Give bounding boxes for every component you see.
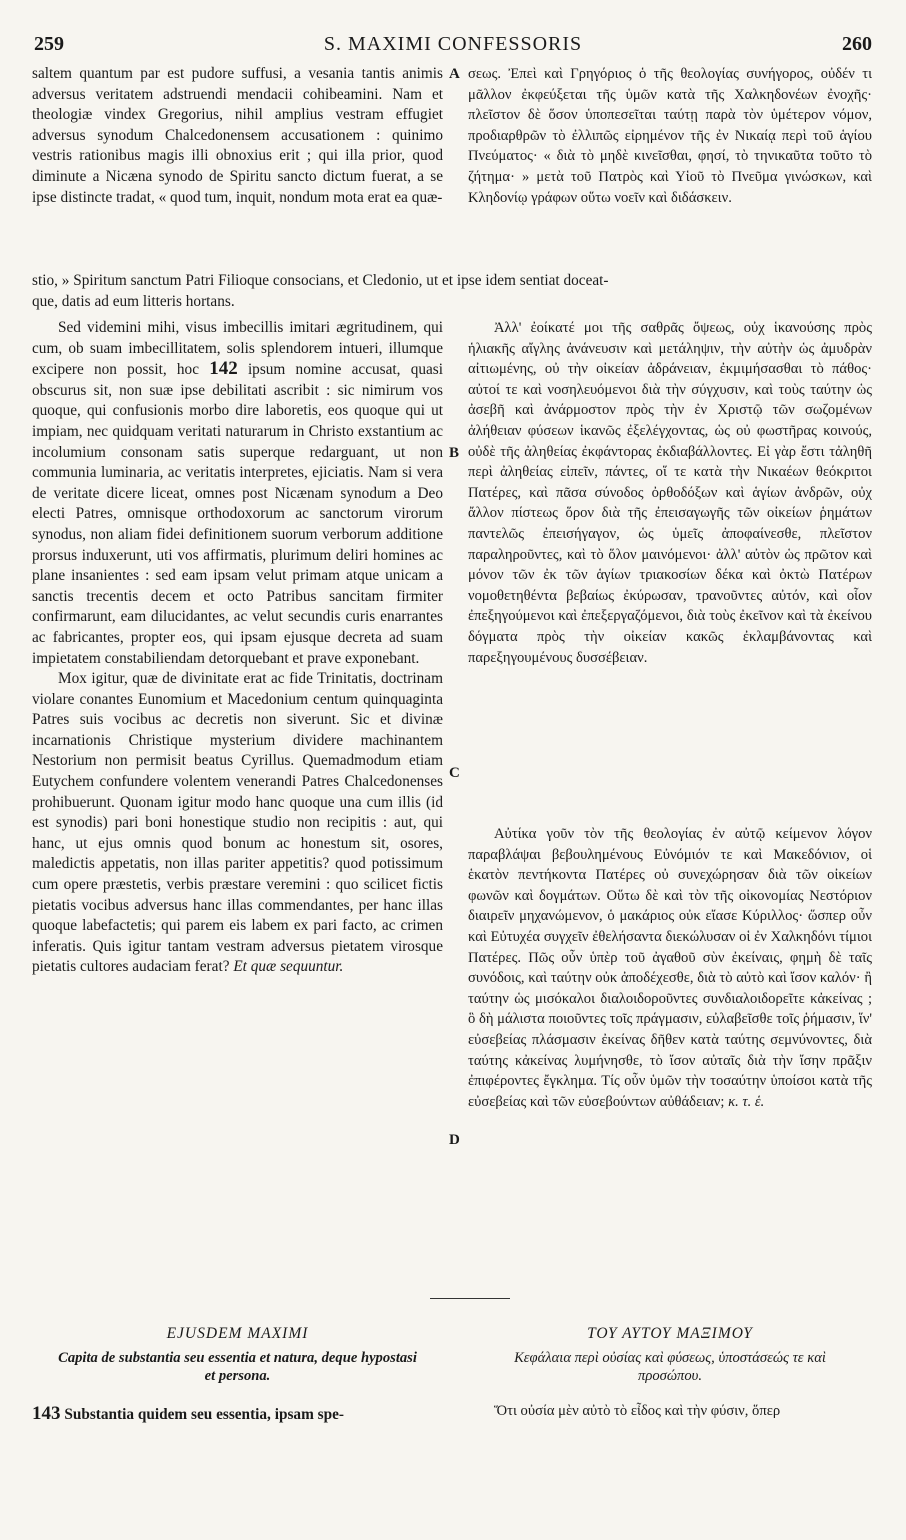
greek-section-subtitle: Κεφάλαια περὶ οὐσίας καὶ φύσεως, ὑποστάσεώς τε καὶ προσώπου. — [514, 1350, 826, 1384]
latin-paragraph-2-b: ipsum nomine accusat, quasi obscurus sit, non suæ ipse debilitati ascribit : sic nimirum vos quoque, qui confusionis morbo dire laboretis, eos quoque qui ut impiam, nec quidquam veritati naturarum in Christo exstantium ac incolumium consonam satis superque redarguant, ut non communia luminaria, ac veritatis interpretes, ejiciatis. Nam si vera de veritate dicere liceat, omnes post Nicænam synodum a Deo electi Patres, omnisque orthodoxorum ac sanctorum virorum synodus, non aliam fidei definitionem suorum verborum additione prorsus induxerunt, uti vos affirmatis, plurimum deliri homines ac plane insanientes : sed eam ipsam velut primam atque unicam a sanctis trecentis decem et octo Patribus sancitam firmiter confirmarunt, eam dilucidantes, ac velut secundis curis enarrantes ac fabricantes, propter eos, qui ipsam ejusque decreta ad suam impietatem constabiliendam detorquebant et prave exponebant. — [32, 361, 443, 667]
latin-paragraph-3-text: Mox igitur, quæ de divinitate erat ac fide Trinitatis, doctrinam violare conantes Eunomium et Macedonium centum quinquaginta Patres suis vocibus ac decretis non siverunt. Sic et divinæ incarnationis Christique mysterium dividere machinantem Nestorium non permisit beatus Cyrillus. Quemadmodum etiam Eutychem confundere volentem venerandi Patres Chalcedonenses prohibuerunt. Quonam igitur modo hanc quoque una cum illis (id est synodis) pari boni honestique studio non recipitis : aut, qui hanc, ut ejus omnis quod bonum ac honestum sit, osores, maledictis appetatis, non illas pariter appetitis? quod potissimum cum opere præstetis, verbis præstare veremini : quo scilicet fictis pietatis vocibus adversus hanc illas commendantes, per hanc illas quoque labefactetis; qui parem eis labem ex pari facto, ac crimen inferatis. Quis igitur tantam vestram adversus pietatem virosque pietatis cultores audaciam ferat? — [32, 670, 443, 976]
latin-column-1 — [32, 64, 443, 208]
greek-column-3 — [468, 824, 872, 1112]
page-number-right: 260 — [842, 33, 872, 55]
section-separator — [430, 1298, 510, 1299]
margin-marker-b: B — [449, 445, 460, 461]
margin-marker-a: A — [449, 66, 460, 82]
latin-section-subtitle: Capita de substantia seu essentia et natura, deque hypostasi et persona. — [58, 1350, 417, 1384]
latin-paragraph-1: saltem quantum par est pudore suffusi, a vesania tantis animis adversus veritatem adstruendi mendacii cohibeamini. Nam et theologiæ vindex Gregorius, nihil amplius vestram effugiet adversus synodum Chalcedonensem accusationem : quinimo vestris rationibus magis illi obnoxius erit ; qui illa prior, quod diminute a Nicæna synodo de Spiritu sancto dictum fuerat, a se ipse distincte tradat, « quod tum, inquit, nondum mota erat ea quæ- — [32, 65, 443, 206]
greek-paragraph-3-text: Αὐτίκα γοῦν τὸν τῆς θεολογίας ἐν αὐτῷ κείμενον λόγον παραβλάψαι βεβουλημένους Εὐνόμιόν τε καὶ Μακεδόνιον, οἱ ἑκατὸν πεντήκοντα Πατέρες οὐ συνεχώρησαν διὰ τῶν οἰκείων φωνῶν καὶ δογμάτων. Οὕτω δὲ καὶ τὸν τῆς οἰκονομίας Νεστόριον διαιρεῖν μηχανώμενον, ὁ μακάριος οὐκ εἴασε Κύριλλος· ὥσπερ οὖν καὶ Εὐτυχέα συγχεῖν ἐθελήσαντα διεκώλυσαν οἱ ἐν Χαλκηδόνι τίμιοι Πατέρες. Πῶς οὖν ὑπὲρ τοῦ ἀγαθοῦ σὺν ἐκείναις, φημὴ δὲ ταῖς συνόδοις, καὶ ταύτην οὐκ ἀποδέχεσθε, διὰ τὸ αὐτὸ καὶ ἴσον καλόν· ἢ ταύτην ὡς μισόκαλοι διαλοιδοροῦντες συνδιαλοιδορεῖτε κἀκείνας ; ὃ δὴ μάλιστα ποιοῦντες τοῖς πράγμασιν, εὐλαβεῖσθε τοῖς ῥήμασιν, ἵν' εὐσεβείας πλάσμασιν ἐκείνας δῆθεν κατὰ ταύτης σεμνύνοντες, διὰ ταύτης κἀκείνας λυμήνησθε, τὸ ἴσον αὐταῖς διὰ τὴν ἴσην πρᾶξιν ἐπιφέροντες ἔγκλημα. Τίς οὖν ὑμῶν τὴν τοσαύτην ὑποίσοι κατὰ τῆς εὐσεβείας καὶ τῶν εὐσεβούντων αὐθάδειαν; — [468, 826, 872, 1110]
greek-section-heading — [468, 1325, 872, 1385]
greek-paragraph-3 — [468, 824, 872, 1112]
latin-last-line — [32, 1403, 443, 1425]
margin-marker-d: D — [449, 1132, 460, 1148]
greek-paragraph-2: Ἀλλ' ἐοίκατέ μοι τῆς σαθρᾶς ὄψεως, οὐχ ἱκανούσης πρὸς ἡλιακῆς αἴγλης ἀνάνευσιν καὶ μετάληψιν, τὴν αὐτὴν ὡς ἀμυδρὰν αἰτιωμένης, οὐ τὴν οἰκείαν ἀδράνειαν, ἐκμιμήσασθαι τὸ πάθος· αὐτοί τε καὶ νοσηλευόμενοι διὰ τὴν σύγχυσιν, καὶ τοὺς ταύτην ὡς ἀσεβῆ καὶ ἀνάρμοστον πρὸς τὴν ἐν Χριστῷ τῶν σωζομένων ἀλήθειαν φύσεων ἱκανῶς ἐξελέγχοντας, ὡς οὐ φωστῆρας κοινούς, οὐδὲ τῆς ἀληθείας ἐκφάντορας ἐκδιαβάλλοντες. Εἰ γὰρ ἔστι τἀληθῆ περὶ ἀληθείας εἰπεῖν, πάντες, οἵ τε κατὰ τὴν Νικαέων θεόκριτοι Πατέρες, καὶ πᾶσα σύνοδος ὀρθοδόξων καὶ ἁγίων ἀνδρῶν, οὐχ ἄλλον πίστεως ὅρον διὰ τῆς ἐπεισαγωγῆς τῶν οἰκείων ῥημάτων παντελῶς ἐπεισήγαγον, ὡς ὑμεῖς ἀποφαίνεσθε, πλεῖστον παραληροῦντες, καὶ τὸ ὅλον μαινόμενοι· ἀλλ' αὐτὸν ὡς πρῶτον καὶ μόνον τῶν ἐκ τῶν ἁγίων τριακοσίων δέκα καὶ ὀκτὼ Πατέρων νομοθετηθέντα βεβαίως ἐκύρωσαν, τρανοῦντες αὐτόν, καὶ οἷον ἐπεξηγούμενοι καὶ ἐπεξεργαζόμενοι, διὰ τοὺς ἐκεῖνον καὶ τὰ ἐκείνου δόγματα πρὸς τὴν οἰκείαν κακῶς ἐκλαμβάνοντας καὶ παρεξηγουμένους δυσσέβειαν. — [468, 320, 872, 666]
greek-column-1 — [468, 64, 872, 208]
latin-paragraph-2-a: Sed videmini mihi, visus imbecillis imitari ægritudinem, qui cum, ob suam imbecillitatem, solis splendorem intueri, illumque excipere non possit, hoc — [32, 319, 443, 379]
column-number-142: 142 — [209, 358, 238, 380]
greek-paragraph-1: σεως. Ἐπεὶ καὶ Γρηγόριος ὁ τῆς θεολογίας συνήγορος, οὐδέν τι μᾶλλον ἐκφεύξεται τῆς ὑμῶν κατὰ τῆς Χαλκηδονέων ἐνοχῆς· πλεῖστον δὲ ὅσον ὑποπεσεῖται ταύτῃ παρὰ τὸν ὑμέτερον νόμον, προδιαρθρῶν τὸ ἐλλιπῶς εἰρημένον τῆς ἐν Νικαίᾳ περὶ τοῦ ἁγίου Πνεύματος· « διὰ τὸ μηδὲ κινεῖσθαι, φησί, τὸ τηνικαῦτα τοῦτο τὸ ζήτημα· » μετὰ τοῦ Πατρὸς καὶ Υἱοῦ τὸ Πνεῦμα γινώσκων, καὶ Κληδονίῳ γράφων οὕτω νοεῖν καὶ διδάσκειν. — [468, 66, 872, 206]
latin-paragraph-3-tail: Et quæ sequuntur. — [233, 958, 344, 976]
latin-line-end — [32, 292, 443, 313]
column-number-143: 143 — [32, 1403, 61, 1424]
latin-column-2 — [32, 318, 443, 978]
greek-section-title: ΤΟΥ ΑΥΤΟΥ ΜΑΞΙΜΟΥ — [587, 1325, 753, 1342]
latin-section-heading — [32, 1325, 443, 1385]
running-title: S. MAXIMI CONFESSORIS — [323, 33, 583, 55]
greek-column-2 — [468, 318, 872, 668]
latin-paragraph-3 — [32, 669, 443, 978]
running-header — [34, 33, 872, 59]
latin-section-title: EJUSDEM MAXIMI — [166, 1325, 309, 1342]
latin-full-width-line — [32, 271, 872, 292]
page-number-left: 259 — [34, 33, 64, 55]
greek-paragraph-3-tail: κ. τ. ἑ. — [728, 1093, 765, 1110]
latin-paragraph-1-continued: stio, » Spiritum sanctum Patri Filioque consocians, et Cledonio, ut et ipse idem sentiat doceat- — [32, 272, 609, 289]
latin-last-text: Substantia quidem seu essentia, ipsam spe- — [64, 1406, 344, 1423]
margin-marker-c: C — [449, 765, 460, 781]
latin-paragraph-1-end: que, datis ad eum litteris hortans. — [32, 293, 235, 310]
latin-paragraph-2 — [32, 318, 443, 669]
greek-last-line: Ὅτι οὐσία μὲν αὐτὸ τὸ εἶδος καὶ τὴν φύσιν, ὅπερ — [494, 1403, 781, 1419]
